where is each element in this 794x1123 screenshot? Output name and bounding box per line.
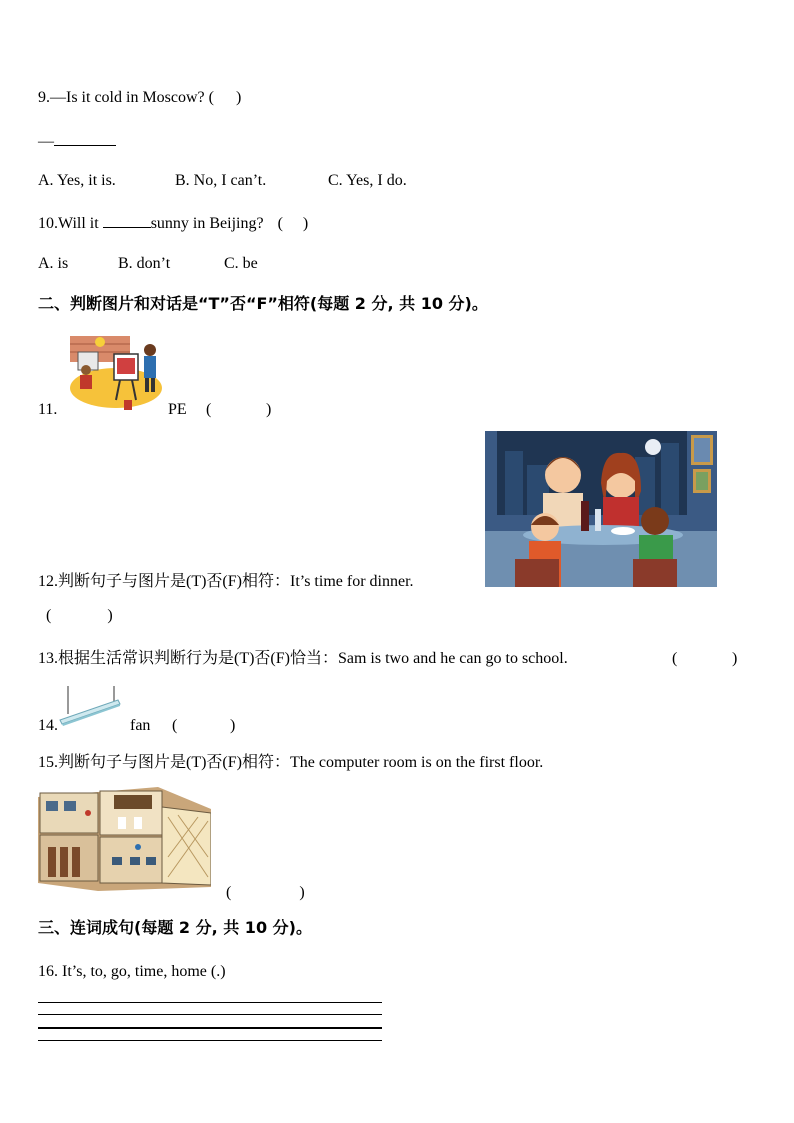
q10-blank[interactable] [103, 213, 151, 228]
answer-line-3[interactable] [38, 1027, 382, 1029]
answer-line-4[interactable] [38, 1040, 382, 1041]
q16-words: 16. It’s, to, go, time, home (.) [38, 963, 226, 980]
q14-row: 14. fan ( ) [38, 717, 236, 734]
q10-question: 10.Will it sunny in Beijing? ( ) [38, 215, 309, 232]
q10-option-b[interactable]: B. don’t [118, 255, 171, 272]
q9-answer-blank[interactable] [54, 131, 116, 146]
family-dinner-image [485, 431, 717, 587]
q9-option-c[interactable]: C. Yes, I do. [328, 172, 407, 189]
section3-heading: 三、连词成句(每题 2 分, 共 10 分)。 [38, 918, 312, 937]
q15-bracket: ( ) [226, 884, 305, 901]
section2-heading: 二、判断图片和对话是“T”否“F”相符(每题 2 分, 共 10 分)。 [38, 294, 488, 313]
fluorescent-light-image [58, 684, 122, 728]
q11-row: 11. PE ( ) [38, 401, 272, 418]
q9-option-b[interactable]: B. No, I can’t. [175, 172, 267, 189]
q10-option-c[interactable]: C. be [224, 255, 258, 272]
q15-text: 15.判断句子与图片是(T)否(F)相符：The computer room is on the first floor. [38, 754, 544, 771]
q10-option-a[interactable]: A. is [38, 255, 69, 272]
q12-text: 12.判断句子与图片是(T)否(F)相符：It’s time for dinner. [38, 573, 414, 590]
answer-line-2[interactable] [38, 1014, 382, 1015]
q9-options [38, 171, 407, 191]
school-building-image [38, 787, 211, 891]
q12-bracket: ( ) [46, 607, 113, 624]
answer-line-1[interactable] [38, 1002, 382, 1003]
q9-answer-line: — [38, 131, 116, 152]
q10-options [38, 254, 258, 274]
q9-option-a[interactable]: A. Yes, it is. [38, 172, 116, 189]
q13-text: 13.根据生活常识判断行为是(T)否(F)恰当：Sam is two and he can go to school. ( ) [38, 650, 738, 667]
q9-question: 9.—Is it cold in Moscow? ( ) [38, 89, 242, 106]
art-class-image [64, 330, 162, 412]
